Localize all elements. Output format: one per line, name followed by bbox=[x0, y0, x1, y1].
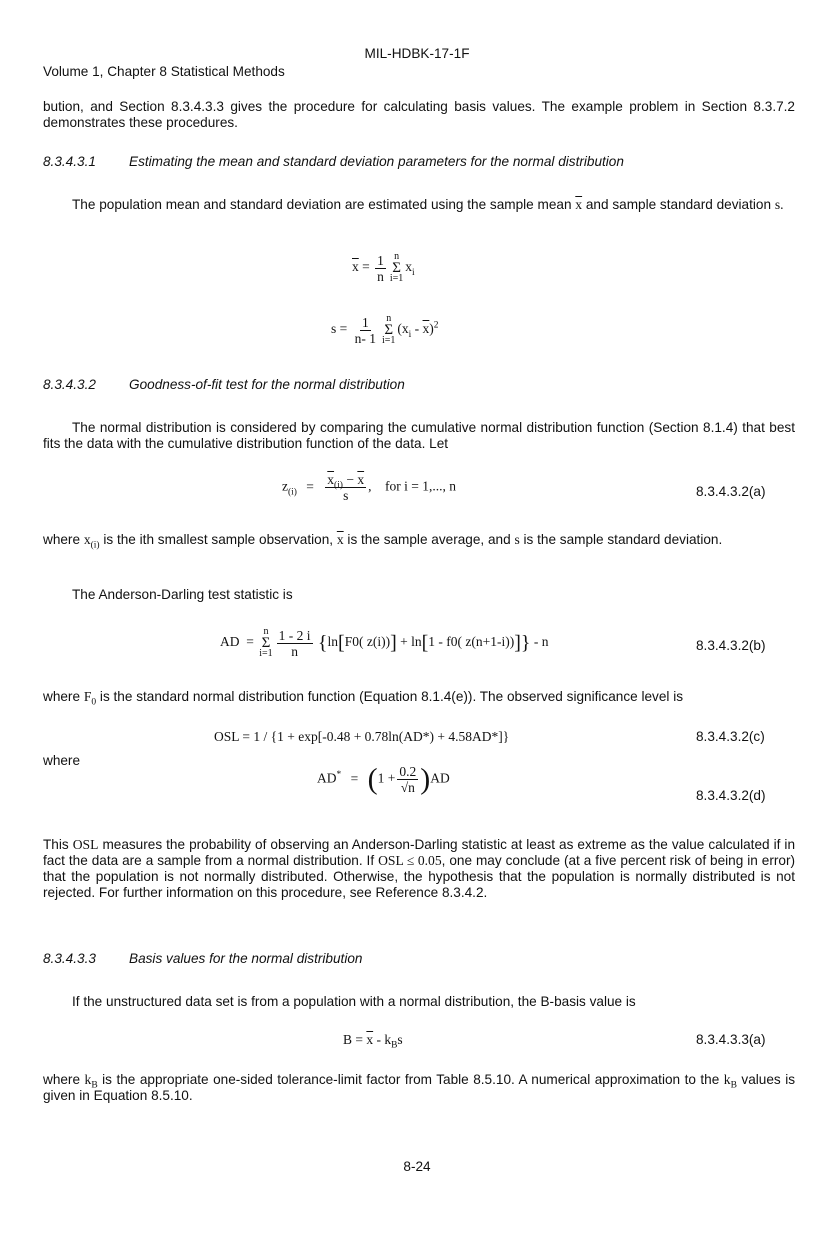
fraction: $\frac{0.2}{√n}$ bbox=[399, 764, 417, 795]
chapter-title: Volume 1, Chapter 8 Statistical Methods bbox=[43, 64, 285, 79]
section-title: Basis values for the normal distribution bbox=[129, 951, 363, 966]
equation-adstar: AD* = (1 + $\frac{0.2}{√n}$ )AD bbox=[317, 762, 450, 796]
sigma-symbol: n Σ i=1 bbox=[382, 313, 396, 346]
equation-label-b: 8.3.4.3.2(b) bbox=[696, 638, 766, 653]
section-number: 8.3.4.3.3 bbox=[43, 951, 96, 966]
equation-sd: s = $\frac{1}{n- 1}$ n Σ i=1 $(x_i - \overline{x})^2$ bbox=[331, 313, 439, 346]
paragraph-kb: where $k_B$ is the appropriate one-sided tolerance-limit factor from Table 8.5.10. A numerical approximation to the $k_B$ values is given in Equation 8.5.10. bbox=[43, 1072, 796, 1103]
fraction: $\frac{1}{n- 1}$ bbox=[354, 314, 376, 346]
section-title: Estimating the mean and standard deviation parameters for the normal distribution bbox=[129, 154, 624, 169]
section-number: 8.3.4.3.2 bbox=[43, 377, 96, 392]
section-heading-1 bbox=[43, 154, 624, 170]
equation-z: $z_{(i)}$ = $\frac{\overline{x}_{(i)} - \overline{x}}{s}$ , for i = 1,..., n bbox=[282, 472, 456, 503]
equation-label-c: 8.3.4.3.2(c) bbox=[696, 729, 765, 744]
paragraph-mean bbox=[43, 197, 795, 213]
equation-mean: $\overline{x}$ = $\frac{1}{n}$ n Σ i=1 $x_i$ bbox=[352, 251, 415, 284]
xbar-symbol: $\overline{x}$ bbox=[575, 197, 583, 212]
text-span: and sample standard deviation bbox=[585, 197, 772, 212]
fraction: $\frac{1}{n}$ bbox=[377, 252, 384, 284]
paragraph-basis: If the unstructured data set is from a population with a normal distribution, the B-basis value is bbox=[72, 994, 636, 1009]
equation-label-a: 8.3.4.3.2(a) bbox=[696, 484, 766, 499]
section-heading-3 bbox=[43, 951, 362, 967]
equation-osl: OSL = 1 / {1 + exp[-0.48 + 0.78ln(AD*) + 4.58AD*]} bbox=[214, 729, 510, 744]
sigma-symbol: n Σ i=1 bbox=[389, 251, 404, 284]
equation-ad: AD = n Σ i=1 $\frac{1 - 2 i}{n}$ {ln[F0( z(i))] + ln[1 - f0( z(n+1-i))]} - n bbox=[220, 626, 549, 659]
paragraph-gof: The normal distribution is considered by comparing the cumulative normal distribution function (Section 8.1.4) that best fits the data with the cumulative distribution function of the data. Let bbox=[43, 420, 795, 451]
equation-label-basis: 8.3.4.3.3(a) bbox=[696, 1032, 766, 1047]
paragraph-f0: where $F_0$ is the standard normal distribution function (Equation 8.1.4(e)). The observed significance level is bbox=[43, 689, 684, 708]
s-symbol: s. bbox=[774, 197, 784, 212]
section-title: Goodness-of-fit test for the normal distribution bbox=[129, 377, 405, 392]
eq-lhs: s = bbox=[331, 321, 348, 337]
fraction: $\frac{1 - 2 i}{n}$ bbox=[278, 627, 311, 659]
equation-label-d: 8.3.4.3.2(d) bbox=[696, 788, 766, 803]
equation-basis: $B = \overline{x} - k_Bs$ bbox=[343, 1032, 403, 1051]
where-label: where bbox=[43, 753, 81, 768]
section-heading-2 bbox=[43, 377, 405, 393]
paragraph-ad-intro: The Anderson-Darling test statistic is bbox=[72, 587, 293, 602]
sigma-symbol: n Σ i=1 bbox=[259, 626, 273, 659]
document-id: MIL-HDBK-17-1F bbox=[364, 46, 470, 61]
paragraph-osl: This OSL measures the probability of observing an Anderson-Darling statistic at least as extreme as the value calculated if in fact the data are a sample from a normal distribution. If OSL ≤ 0.05, one may conclude (at a five percent risk of being in error) that the population is not normally distributed. Otherwise, the hypothesis that the population is normally distributed is not rejected. For further information on this procedure, see Reference 8.3.4.2. bbox=[43, 837, 796, 900]
paragraph-where-x: where $x_{(i)}$ is the ith smallest sample observation, $\overline{x}$ is the sample average, and s is the sample standard deviation. bbox=[43, 532, 723, 551]
eq-lhs: $\overline{x}$ bbox=[352, 259, 359, 275]
page-number: 8-24 bbox=[403, 1159, 431, 1174]
intro-paragraph: bution, and Section 8.3.4.3.3 gives the procedure for calculating basis values. The example problem in Section 8.3.7.2 demonstrates these procedures. bbox=[43, 99, 795, 130]
text-span: The population mean and standard deviation are estimated using the sample mean bbox=[72, 197, 572, 212]
section-number: 8.3.4.3.1 bbox=[43, 154, 96, 169]
fraction: $\frac{\overline{x}_{(i)} - \overline{x}}{s}$ bbox=[327, 472, 365, 503]
